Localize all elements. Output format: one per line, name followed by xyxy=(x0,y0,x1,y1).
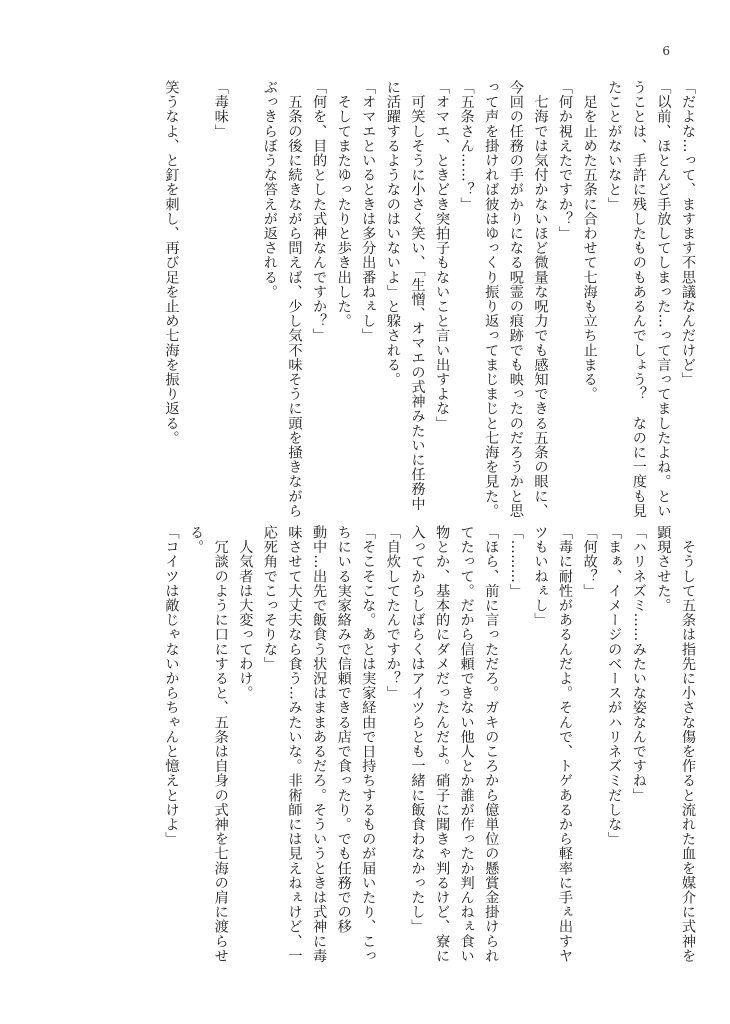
text-block-bottom xyxy=(40,525,700,963)
text-line: 「毒に耐性があるんだよ。そんで、トゲあるから軽率に手ぇ出すヤ xyxy=(557,525,574,963)
text-line: 「そこそこな。あとは実家経由で日持ちするものが届いたり、こっ xyxy=(360,525,377,963)
text-line: 入ってからしばらくはアイツらとも一緒に飯食わなかったし」 xyxy=(409,525,426,934)
text-line-blank xyxy=(184,80,209,480)
text-line: 七海では気付かないほど微量な呪力でも感知できる五条の眼に、 xyxy=(532,80,549,518)
text-line: 「ハリネズミ……みたいな姿なんですね」 xyxy=(630,525,647,803)
text-line: 「………」 xyxy=(507,525,524,598)
text-line-blank xyxy=(233,80,258,480)
text-line: 応死角でこっそりな」 xyxy=(261,525,278,671)
text-line: そしてまたゆったりと歩き出した。 xyxy=(335,80,352,329)
text-line: る。 xyxy=(188,525,205,555)
text-line: 可笑しそうに小さく笑い、「生憎、オマエの式神みたいに任務中 xyxy=(409,80,426,511)
text-line: たことがないなと」 xyxy=(606,80,623,212)
text-line: 「ほら、前に言っただろ。ガキのころから億単位の懸賞金掛けられ xyxy=(483,525,500,963)
text-line: 顕現させた。 xyxy=(655,525,672,613)
text-line: 「だよな…って、ますます不思議なんだけど」 xyxy=(680,80,696,387)
page-number: 6 xyxy=(662,44,670,58)
text-line: 「コイツは敵じゃないからちゃんと憶えとけよ」 xyxy=(163,525,180,847)
text-line: 冗談のように口にすると、五条は自身の式神を七海の肩に渡らせ xyxy=(212,525,229,963)
text-line: 「オマエ、ときどき突拍子もないこと言い出すよな」 xyxy=(434,80,451,431)
text-line: 「オマエといるときは多分出番ねぇし」 xyxy=(360,80,377,343)
text-block-top xyxy=(40,80,700,518)
text-line: 笑うなよ、と釘を刺し、再び足を止め七海を振り返る。 xyxy=(163,80,180,445)
text-line: 物とか、基本的にダメだったんだよ。硝子に聞きゃ判るけど、寮に xyxy=(434,525,451,963)
text-line: ちにいる実家絡みで信頼できる店で食ったり。でも任務での移 xyxy=(335,525,352,934)
text-line: 「何を、目的とした式神なんですか？」 xyxy=(311,80,328,343)
text-line: 今回の任務の手がかりになる呪霊の痕跡でも映ったのだろうかと思 xyxy=(507,80,524,518)
text-line: ツもいねぇし」 xyxy=(532,525,549,628)
text-line: そうして五条は指先に小さな傷を作ると流れた血を媒介に式神を xyxy=(680,525,696,963)
text-line: ぶっきらぼうな答えが返される。 xyxy=(261,80,278,299)
text-line: てたって。だから信頼できない他人とか誰が作ったか判んねぇ食い xyxy=(458,525,475,963)
text-line: 足を止めた五条に合わせて七海も立ち止まる。 xyxy=(581,80,598,402)
text-line: 「何故？」 xyxy=(581,525,598,598)
text-line: 「五条さん……？」 xyxy=(458,80,475,212)
text-line: 人気者は大変ってわけ。 xyxy=(237,525,254,701)
text-line: 「何か視えたですか？」 xyxy=(557,80,574,241)
text-line: 動中…出先で飯食う状況はままあるだろ。そういうときは式神に毒 xyxy=(311,525,328,963)
text-line: に活躍するようなのはいないよ」と躱される。 xyxy=(384,80,401,387)
text-line: って声を掛ければ彼はゆっくり振り返ってまじまじと七海を見た。 xyxy=(483,80,500,518)
text-line: 「毒味」 xyxy=(212,80,229,139)
text-line: 「まぁ、イメージのベースがハリネズミだしな」 xyxy=(606,525,623,847)
text-line: 「自炊してたんですか？」 xyxy=(384,525,401,701)
text-line: 味させて大丈夫なら食う…みたいな。非術師には見えねぇけど、一 xyxy=(286,525,303,963)
text-line: うことは、手許に残したものもあるんでしょう？ なのに一度も見 xyxy=(630,80,647,518)
text-line: 「以前、ほとんど手放してしまった…って言ってましたよね。とい xyxy=(655,80,672,518)
text-line: 五条の後に続きながら問えば、少し気不味そうに頭を掻きながら xyxy=(286,80,303,518)
